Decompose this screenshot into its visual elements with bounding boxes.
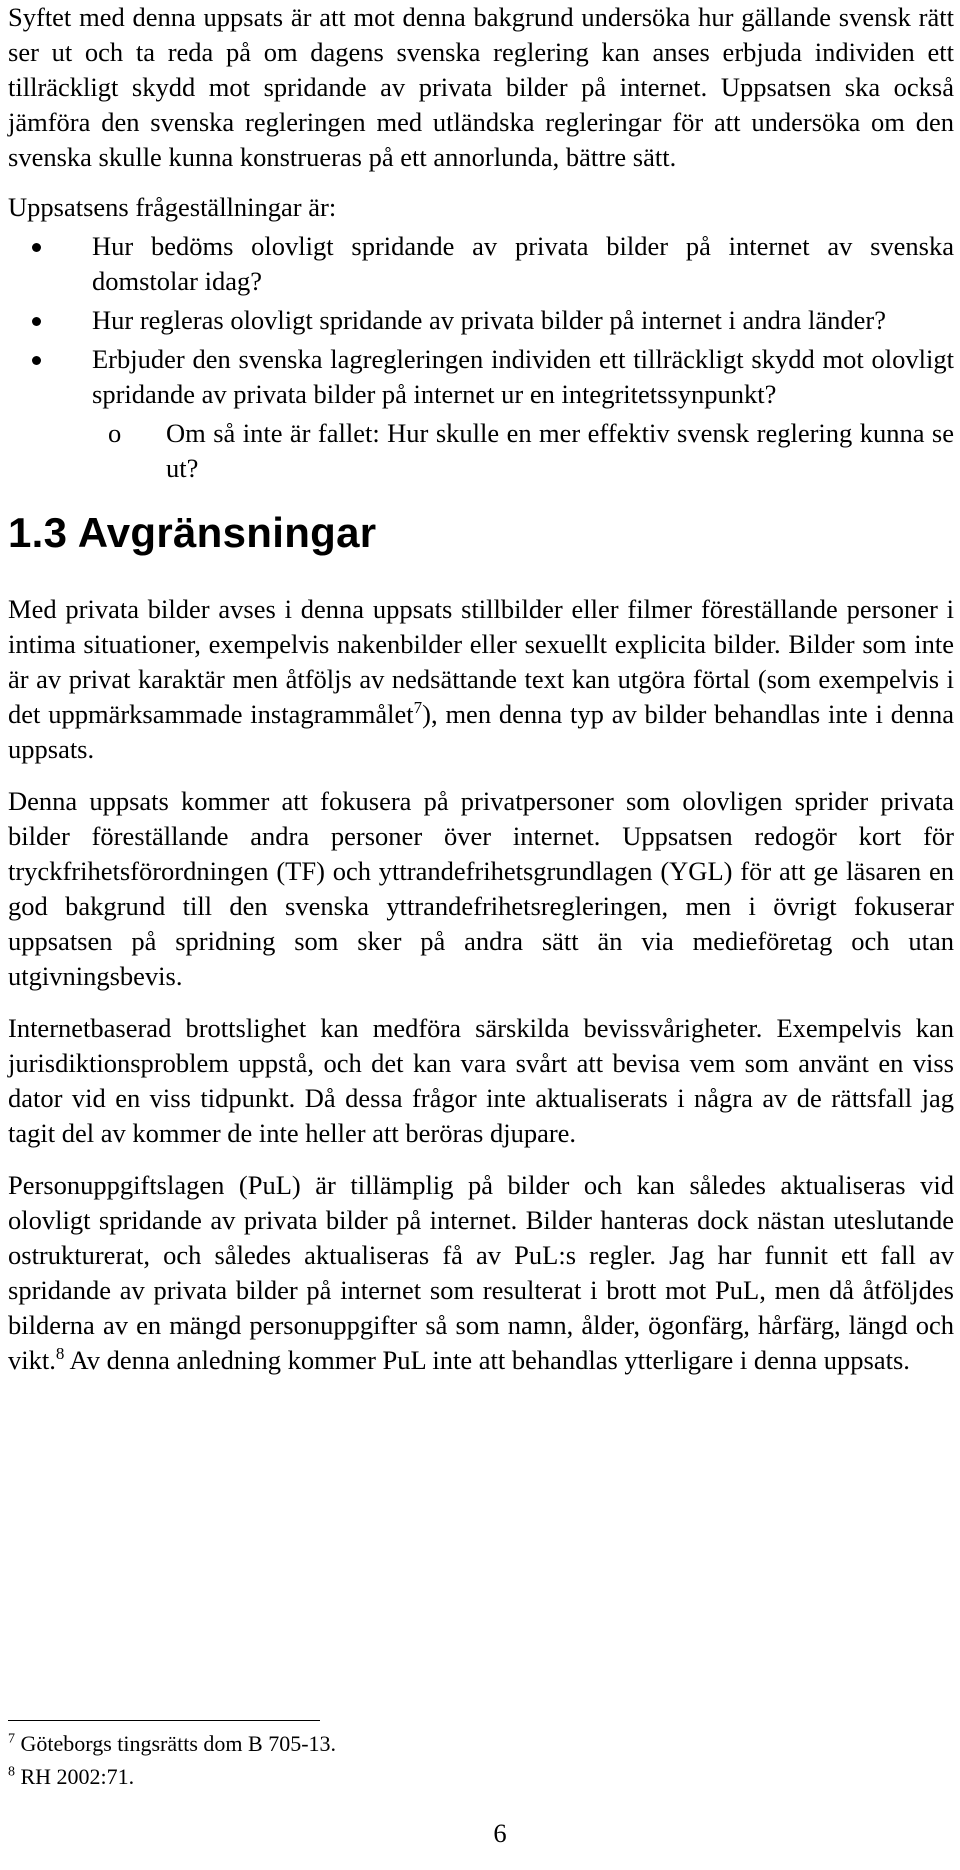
sub-bullet-icon: o xyxy=(108,418,122,448)
footnote xyxy=(8,1727,336,1760)
question-text: Hur bedöms olovligt spridande av privata bilder på internet av svenska domstolar idag? xyxy=(92,231,954,296)
paragraph-pul xyxy=(8,1168,954,1378)
paragraph-text: ), men denna typ av bilder behandlas inte i denna uppsats. xyxy=(8,699,954,764)
bullet-icon xyxy=(32,356,41,365)
footnote-reference[interactable]: 8 xyxy=(55,1344,65,1364)
paragraph-internet-crime: Internetbaserad brottslighet kan medföra särskilda bevissvårigheter. Exempelvis kan jurisdiktionsproblem uppstå, och det kan vara svårt att bevisa vem som använt en viss dator vid en viss tidpunkt. Då dessa frågor inte aktualiserats i några av de rättsfall jag tagit del av kommer de inte heller att beröras djupare. xyxy=(8,1013,954,1148)
document-page xyxy=(8,0,954,1378)
sub-question-text: Om så inte är fallet: Hur skulle en mer effektiv svensk reglering kunna se ut? xyxy=(166,418,954,483)
question-text: Hur regleras olovligt spridande av privata bilder på internet i andra länder? xyxy=(92,305,886,335)
list-item xyxy=(8,229,954,299)
paragraph-text: Med privata bilder avses i denna uppsats stillbilder eller filmer föreställande personer i intima situationer, exempelvis nakenbilder eller sexuellt explicita bilder. Bilder som inte är av privat karaktär men åtföljs av nedsättande text kan utgöra förtal (som exempelvis i det uppmärksammade instagrammålet xyxy=(8,594,954,729)
intro-paragraph: Syftet med denna uppsats är att mot denna bakgrund undersöka hur gällande svensk rätt ser ut och ta reda på om dagens svenska reglering kan anses erbjuda individen ett tillräckligt skydd mot spridande av privata bilder på internet. Uppsatsen ska också jämföra den svenska regleringen med utländska regleringar för att undersöka om den svenska skulle kunna konstrueras på ett annorlunda, bättre sätt. xyxy=(8,2,954,172)
footnotes xyxy=(8,1727,336,1793)
bullet-icon xyxy=(32,317,41,326)
footnote xyxy=(8,1760,336,1793)
page-number: 6 xyxy=(493,1818,507,1848)
paragraph-definition xyxy=(8,592,954,767)
footnote-text: RH 2002:71. xyxy=(15,1764,135,1789)
footnote-reference[interactable]: 7 xyxy=(413,698,423,718)
sub-list-item xyxy=(8,416,954,486)
list-item xyxy=(8,342,954,412)
footnote-text: Göteborgs tingsrätts dom B 705-13. xyxy=(15,1731,337,1756)
footnote-number: 8 xyxy=(8,1764,15,1780)
section-heading: 1.3 Avgränsningar xyxy=(8,509,377,556)
paragraph-text: Av denna anledning kommer PuL inte att behandlas ytterligare i denna uppsats. xyxy=(64,1345,910,1375)
research-questions-list xyxy=(8,229,954,486)
paragraph-focus: Denna uppsats kommer att fokusera på privatpersoner som olovligen sprider privata bilder föreställande andra personer över internet. Uppsatsen redogör kort för tryckfrihetsförordningen (TF) och yttrandefrihetsgrundlagen (YGL) för att ge läsaren en god bakgrund till den svenska yttrandefrihetsregleringen, men i övrigt fokuserar uppsatsen på spridning som sker på andra sätt än via medieföretag och utan utgivningsbevis. xyxy=(8,786,954,991)
footnote-divider xyxy=(8,1720,320,1721)
bullet-icon xyxy=(32,243,41,252)
paragraph-text: Personuppgiftslagen (PuL) är tillämplig på bilder och kan således aktualiseras vid olovligt spridande av privata bilder på internet. Bilder hanteras dock nästan uteslutande ostrukturerat, och således aktualiseras få av PuL:s regler. Jag har funnit ett fall av spridande av privata bilder på internet som resulterat i brott mot PuL, men då åtföljdes bilderna av en mängd personuppgifter så som namn, ålder, ögonfärg, hårfärg, längd och vikt. xyxy=(8,1170,954,1375)
footnote-number: 7 xyxy=(8,1731,15,1747)
question-text: Erbjuder den svenska lagregleringen individen ett tillräckligt skydd mot olovligt spridande av privata bilder på internet ur en integritetssynpunkt? xyxy=(92,344,954,409)
list-item xyxy=(8,303,954,338)
questions-intro: Uppsatsens frågeställningar är: xyxy=(8,192,337,222)
